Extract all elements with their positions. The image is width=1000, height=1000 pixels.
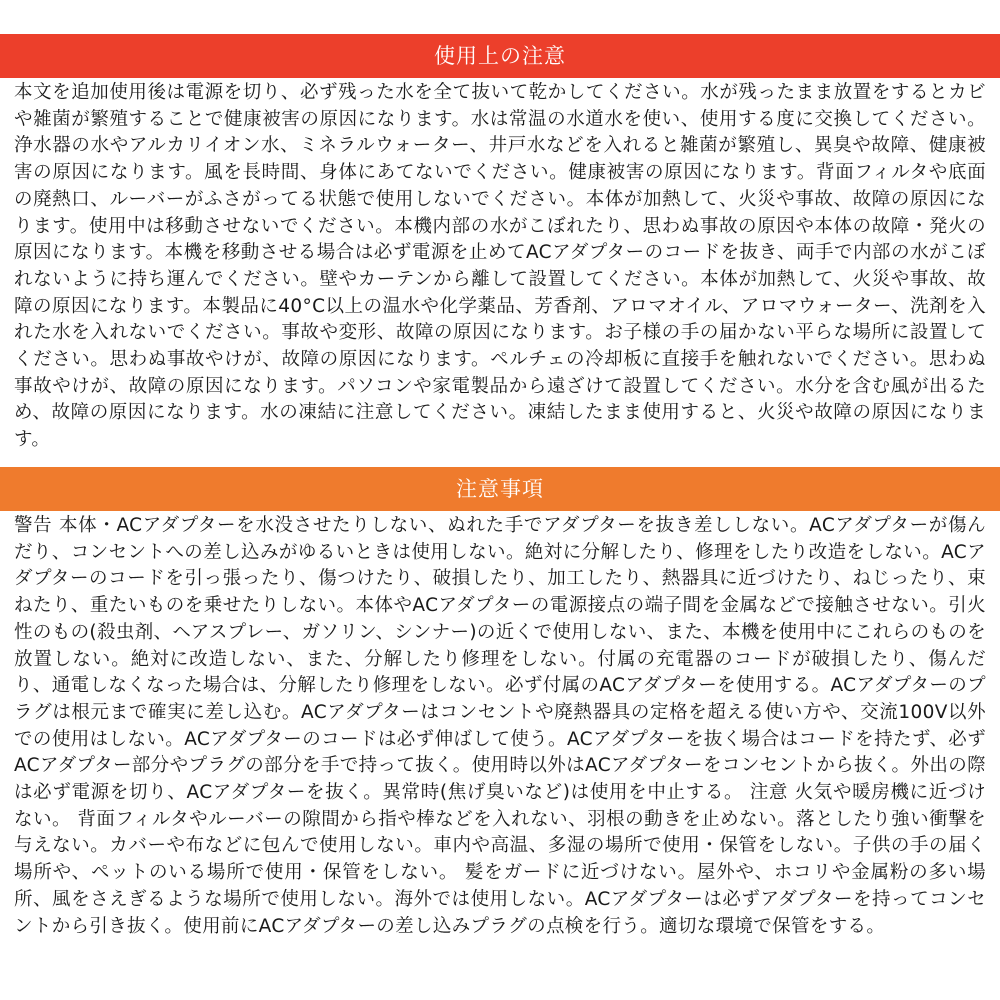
notes-text: 警告 本体・ACアダプターを水没させたりしない、ぬれた手でアダプターを抜き差ししない。ACアダプターが傷んだり、コンセントへの差し込みがゆるいときは使用しない。絶対に分解したり、修理をしたり改造をしない。ACアダプターのコードを引っ張ったり、傷つけたり、破損したり、加工したり、熱器具に近づけたり、ねじったり、束ねたり、重たいものを乗せたりしない。本体やACアダプターの電源接点の端子間を金属などで接触させない。引火性のもの(殺虫剤、ヘアスプレー、ガソリン、シンナー)の近くで使用しない、また、本機を使用中にこれらのものを放置しない。絶対に改造しない、また、分解したり修理をしない。付属の充電器のコードが破損したり、傷んだり、通電しなくなった場合は、分解したり修理をしない。必ず付属のACアダプターを使用する。ACアダプターのプラグは根元まで確実に差し込む。ACアダプターはコンセントや廃熱器具の定格を超える使い方や、交流100V以外での使用はしない。ACアダプターのコードは必ず伸ばして使う。ACアダプターを抜く場合はコードを持たず、必ずACアダプター部分やプラグの部分を手で持って抜く。使用時以外はACアダプターをコンセントから抜く。外出の際は必ず電源を切り、ACアダプターを抜く。異常時(焦げ臭いなど)は使用を中止する。 注意 火気や暖房機に近づけない。 背面フィルタやルーバーの隙間から指や棒などを入れない、羽根の動きを止めない。落としたり強い衝撃を与えない。カバーや布などに包んで使用しない。車内や高温、多湿の場所で使用・保管をしない。子供の手の届く場所や、ペットのいる場所で使用・保管をしない。 髪をガードに近づけない。屋外や、ホコリや金属粉の多い場所、風をさえぎるような場所で使用しない。海外では使用しない。ACアダプターは必ずアダプターを持ってコンセントから引き抜く。使用前にACアダプターの差し込みプラグの点検を行う。適切な環境で保管をする。 xyxy=(14,515,986,937)
section-header-notes: 注意事項 xyxy=(0,467,1000,511)
usage-precautions-text: 本文を追加使用後は電源を切り、必ず残った水を全て抜いて乾かしてください。水が残ったまま放置をするとカビや雑菌が繁殖することで健康被害の原因になります。水は常温の水道水を使い、使用する度に交換してください。浄水器の水やアルカリイオン水、ミネラルウォーター、井戸水などを入れると雑菌が繁殖し、異臭や故障、健康被害の原因になります。風を長時間、身体にあてないでください。健康被害の原因になります。背面フィルタや底面の廃熱口、ルーバーがふさがってる状態で使用しないでください。本体が加熱して、火災や事故、故障の原因になります。使用中は移動させないでください。本機内部の水がこぼれたり、思わぬ事故の原因や本体の故障・発火の原因になります。本機を移動させる場合は必ず電源を止めてACアダプターのコードを抜き、両手で内部の水がこぼれないように持ち運んでください。壁やカーテンから離して設置してください。本体が加熱して、火災や事故、故障の原因になります。本製品に40°C以上の温水や化学薬品、芳香剤、アロマオイル、アロマウォーター、洗剤を入れた水を入れないでください。事故や変形、故障の原因になります。お子様の手の届かない平らな場所に設置してください。思わぬ事故やけが、故障の原因になります。ペルチェの冷却板に直接手を触れないでください。思わぬ事故やけが、故障の原因になります。パソコンや家電製品から遠ざけて設置してください。水分を含む風が出るため、故障の原因になります。水の凍結に注意してください。凍結したまま使用すると、火災や故障の原因になります。 xyxy=(14,82,986,451)
section-header-usage-precautions: 使用上の注意 xyxy=(0,34,1000,78)
